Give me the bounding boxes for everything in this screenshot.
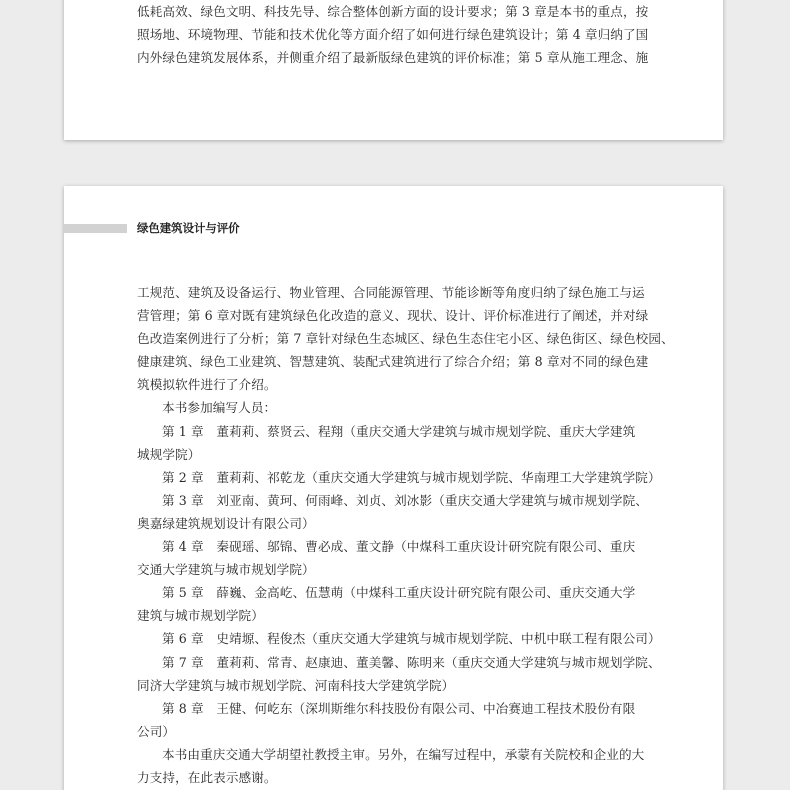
text-line: 建筑与城市规划学院） — [137, 608, 264, 624]
text-line: 低耗高效、绿色文明、科技先导、综合整体创新方面的设计要求；第 3 章是本书的重点，按 — [137, 4, 649, 19]
text-line: 第 8 章 王健、何屹东（深圳斯维尔科技股份有限公司、中冶赛迪工程技术股份有限 — [162, 700, 636, 716]
text-line: 工规范、建筑及设备运行、物业管理、合同能源管理、节能诊断等角度归纳了绿色施工与运 — [137, 285, 645, 300]
text-line: 第 7 章 董莉莉、常青、赵康迪、董美馨、陈明来（重庆交通大学建筑与城市规划学院、 — [162, 654, 661, 670]
text-line: 第 2 章 董莉莉、祁乾龙（重庆交通大学建筑与城市规划学院、华南理工大学建筑学院） — [162, 469, 661, 485]
running-head: 绿色建筑设计与评价 — [137, 221, 240, 235]
text-line: 筑模拟软件进行了介绍。 — [137, 377, 277, 393]
text-line: 第 3 章 刘亚南、黄珂、何雨峰、刘贞、刘冰影（重庆交通大学建筑与城市规划学院、 — [162, 492, 648, 508]
previous-page — [64, 0, 723, 140]
text-line: 奥嘉绿建筑规划设计有限公司） — [137, 515, 315, 531]
text-line: 本书由重庆交通大学胡望社教授主审。另外，在编写过程中，承蒙有关院校和企业的大 — [162, 746, 645, 762]
text-line: 照场地、环境物理、节能和技术优化等方面介绍了如何进行绿色建筑设计；第 4 章归纳了国 — [137, 27, 649, 43]
text-line: 公司） — [137, 723, 176, 739]
text-line: 营管理；第 6 章对既有建筑绿色化改造的意义、现状、设计、评价标准进行了阐述，并对绿 — [137, 308, 649, 324]
text-line: 同济大学建筑与城市规划学院、河南科技大学建筑学院） — [137, 677, 455, 693]
previous-page-text — [137, 0, 657, 69]
text-line: 第 5 章 薛巍、金高屹、伍慧萌（中煤科工重庆设计研究院有限公司、重庆交通大学 — [162, 585, 636, 601]
page-body-text — [137, 281, 674, 789]
text-line: 色改造案例进行了分析；第 7 章针对绿色生态城区、绿色生态住宅小区、绿色街区、绿色校园、 — [137, 331, 674, 347]
text-line: 城规学院） — [137, 446, 201, 462]
current-page — [64, 186, 723, 790]
text-line: 健康建筑、绿色工业建筑、智慧建筑、装配式建筑进行了综合介绍；第 8 章对不同的绿色建 — [137, 354, 649, 370]
header-bar — [64, 224, 127, 233]
text-line: 交通大学建筑与城市规划学院） — [137, 562, 315, 578]
text-line: 第 4 章 秦砚瑶、邬锦、曹必成、董文静（中煤科工重庆设计研究院有限公司、重庆 — [162, 539, 636, 555]
text-line: 第 1 章 董莉莉、蔡贤云、程翔（重庆交通大学建筑与城市规划学院、重庆大学建筑 — [162, 423, 636, 439]
text-line: 内外绿色建筑发展体系，并侧重介绍了最新版绿色建筑的评价标准；第 5 章从施工理念、施 — [137, 50, 649, 66]
text-line: 力支持，在此表示感谢。 — [137, 769, 277, 785]
text-line: 本书参加编写人员： — [162, 400, 277, 416]
text-line: 第 6 章 史靖塬、程俊杰（重庆交通大学建筑与城市规划学院、中机中联工程有限公司） — [162, 631, 661, 647]
